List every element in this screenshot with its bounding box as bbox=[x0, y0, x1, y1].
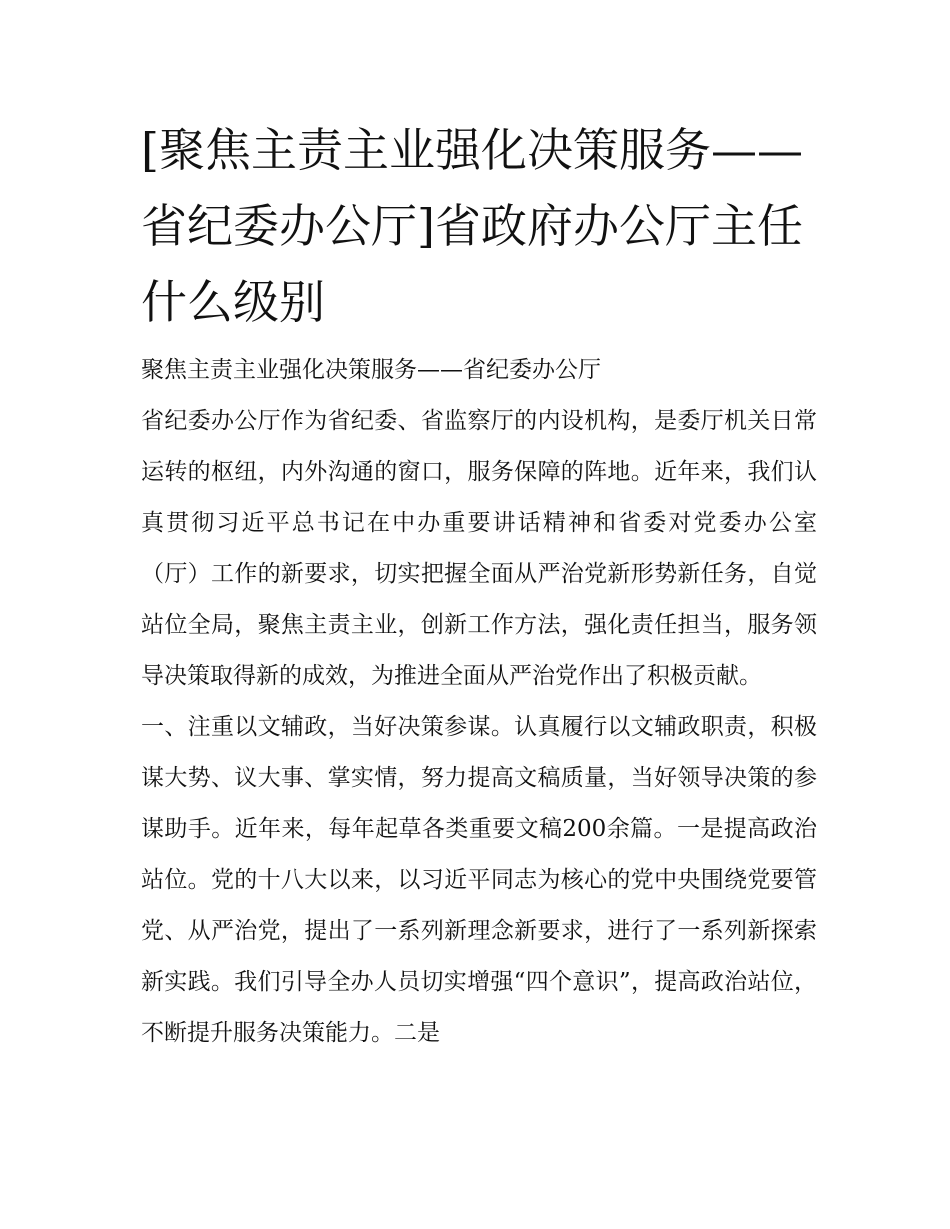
document-subtitle: 聚焦主责主业强化决策服务——省纪委办公厅 bbox=[141, 357, 601, 383]
document-title: [聚焦主责主业强化决策服务——省纪委办公厅]省政府办公厅主任什么级别 bbox=[141, 123, 803, 329]
paragraph-intro: 省纪委办公厅作为省纪委、省监察厅的内设机构，是委厅机关日常运转的枢纽，内外沟通的窗口，服务保障的阵地。近年来，我们认真贯彻习近平总书记在中办重要讲话精神和省委对党委办公室（厅）工作的新要求，切实把握全面从严治党新形势新任务，自觉站位全局，聚焦主责主业，创新工作方法，强化责任担当，服务领导决策取得新的成效，为推进全面从严治党作出了积极贡献。 bbox=[141, 408, 817, 689]
paragraph-section-one: 一、注重以文辅政，当好决策参谋。认真履行以文辅政职责，积极谋大势、议大事、掌实情，努力提高文稿质量，当好领导决策的参谋助手。近年来，每年起草各类重要文稿200余篇。一是提高政治站位。党的十八大以来，以习近平同志为核心的党中央围绕党要管党、从严治党，提出了一系列新理念新要求，进行了一系列新探索新实践。我们引导全办人员切实增强“四个意识”，提高政治站位，不断提升服务决策能力。二是 bbox=[141, 714, 817, 1046]
document-body bbox=[141, 112, 817, 1059]
